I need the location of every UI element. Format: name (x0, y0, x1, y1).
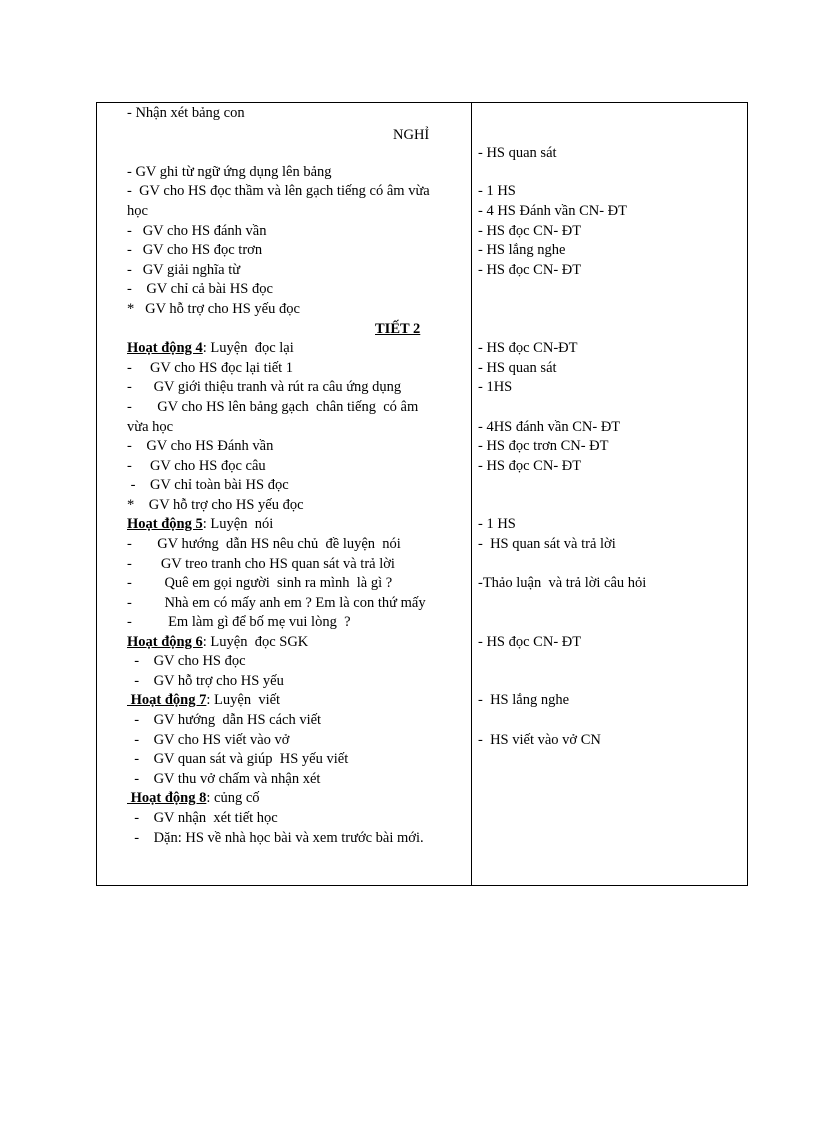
text-line: - HS đọc CN- ĐT (478, 458, 582, 474)
text-line: - GV nhận xét tiết học (127, 810, 278, 826)
text-line: - GV giới thiệu tranh và rút ra câu ứng dụng (127, 379, 402, 395)
text-line: - 1 HS (478, 516, 516, 532)
text-line: - Nhận xét bảng con (127, 105, 245, 121)
text-line: - HS lắng nghe (478, 242, 566, 258)
text-line: - HS lắng nghe (478, 692, 570, 708)
text-line: - HS đọc CN- ĐT (478, 223, 582, 239)
text-line: - GV cho HS lên bảng gạch chân tiếng có âm (127, 399, 419, 415)
activity-title: Hoạt động 7 (127, 692, 207, 708)
column-divider (471, 103, 472, 885)
text-line: - GV cho HS đọc lại tiết 1 (127, 360, 294, 376)
text-line: - GV chỉ cả bài HS đọc (127, 281, 273, 297)
text-line: - GV cho HS viết vào vở (127, 732, 290, 748)
text-line: - HS đọc CN- ĐT (478, 262, 582, 278)
text-line: - GV thu vở chấm và nhận xét (127, 771, 321, 787)
activity-title: Hoạt động 4 (127, 340, 203, 356)
text-line: - 4HS đánh vần CN- ĐT (478, 419, 621, 435)
activity-rest: : củng cố (206, 790, 260, 806)
session-heading: TIẾT 2 (375, 321, 421, 337)
text-line: - HS đọc CN- ĐT (478, 634, 582, 650)
text-line: - HS đọc CN-ĐT (478, 340, 578, 356)
activity-rest: : Luyện đọc lại (202, 340, 294, 356)
text-line: - 4 HS Đánh vần CN- ĐT (478, 203, 628, 219)
text-line: học (127, 203, 148, 219)
text-line: - HS viết vào vở CN (478, 732, 601, 748)
text-line: - HS đọc trơn CN- ĐT (478, 438, 609, 454)
text-line: - GV chỉ toàn bài HS đọc (127, 477, 289, 493)
text-line: - Dặn: HS về nhà học bài và xem trước bài mới. (127, 830, 424, 846)
activity-rest: : Luyện nói (202, 516, 274, 532)
activity-rest: : Luyện viết (206, 692, 281, 708)
text-line: - GV cho HS Đánh vần (127, 438, 274, 454)
text-line: - Quê em gọi người sinh ra mình là gì ? (127, 575, 393, 591)
text-line: * GV hỗ trợ cho HS yếu đọc (127, 301, 300, 317)
text-line: - 1HS (478, 379, 513, 395)
activity-heading-5 (127, 515, 273, 534)
text-line: - Nhà em có mấy anh em ? Em là con thứ mấy (127, 595, 426, 611)
activity-heading-7 (127, 691, 280, 710)
text-line: - GV hướng dẫn HS cách viết (127, 712, 322, 728)
text-line: - GV cho HS đọc thầm và lên gạch tiếng có âm vừa (127, 183, 430, 199)
text-line: - HS quan sát (478, 145, 557, 161)
activity-rest: : Luyện đọc SGK (202, 634, 309, 650)
text-line: - GV hướng dẫn HS nêu chủ đề luyện nói (127, 536, 401, 552)
activity-title: Hoạt động 5 (127, 516, 203, 532)
text-line: - HS quan sát (478, 360, 557, 376)
text-line: - GV cho HS đánh vần (127, 223, 267, 239)
text-line: - HS quan sát và trả lời (478, 536, 616, 552)
text-line: - GV cho HS đọc trơn (127, 242, 263, 258)
text-line: - GV ghi từ ngữ ứng dụng lên bảng (127, 164, 332, 180)
text-line: * GV hỗ trợ cho HS yếu đọc (127, 497, 304, 513)
text-line: -Thảo luận và trả lời câu hỏi (478, 575, 647, 591)
text-line: - GV hỗ trợ cho HS yếu (127, 673, 284, 689)
text-line: vừa học (127, 419, 174, 435)
text-line: - GV quan sát và giúp HS yếu viết (127, 751, 349, 767)
activity-heading-8 (127, 789, 260, 808)
text-line: - Em làm gì để bố mẹ vui lòng ? (127, 614, 351, 630)
activity-heading-4 (127, 339, 294, 358)
text-line: - GV cho HS đọc (127, 653, 246, 669)
activity-title: Hoạt động 8 (127, 790, 207, 806)
break-heading: NGHỈ (393, 127, 430, 143)
text-line: - GV giải nghĩa từ (127, 262, 241, 278)
text-line: - GV treo tranh cho HS quan sát và trả lời (127, 556, 395, 572)
text-line: - GV cho HS đọc câu (127, 458, 266, 474)
activity-title: Hoạt động 6 (127, 634, 203, 650)
text-line: - 1 HS (478, 183, 516, 199)
activity-heading-6 (127, 633, 308, 652)
